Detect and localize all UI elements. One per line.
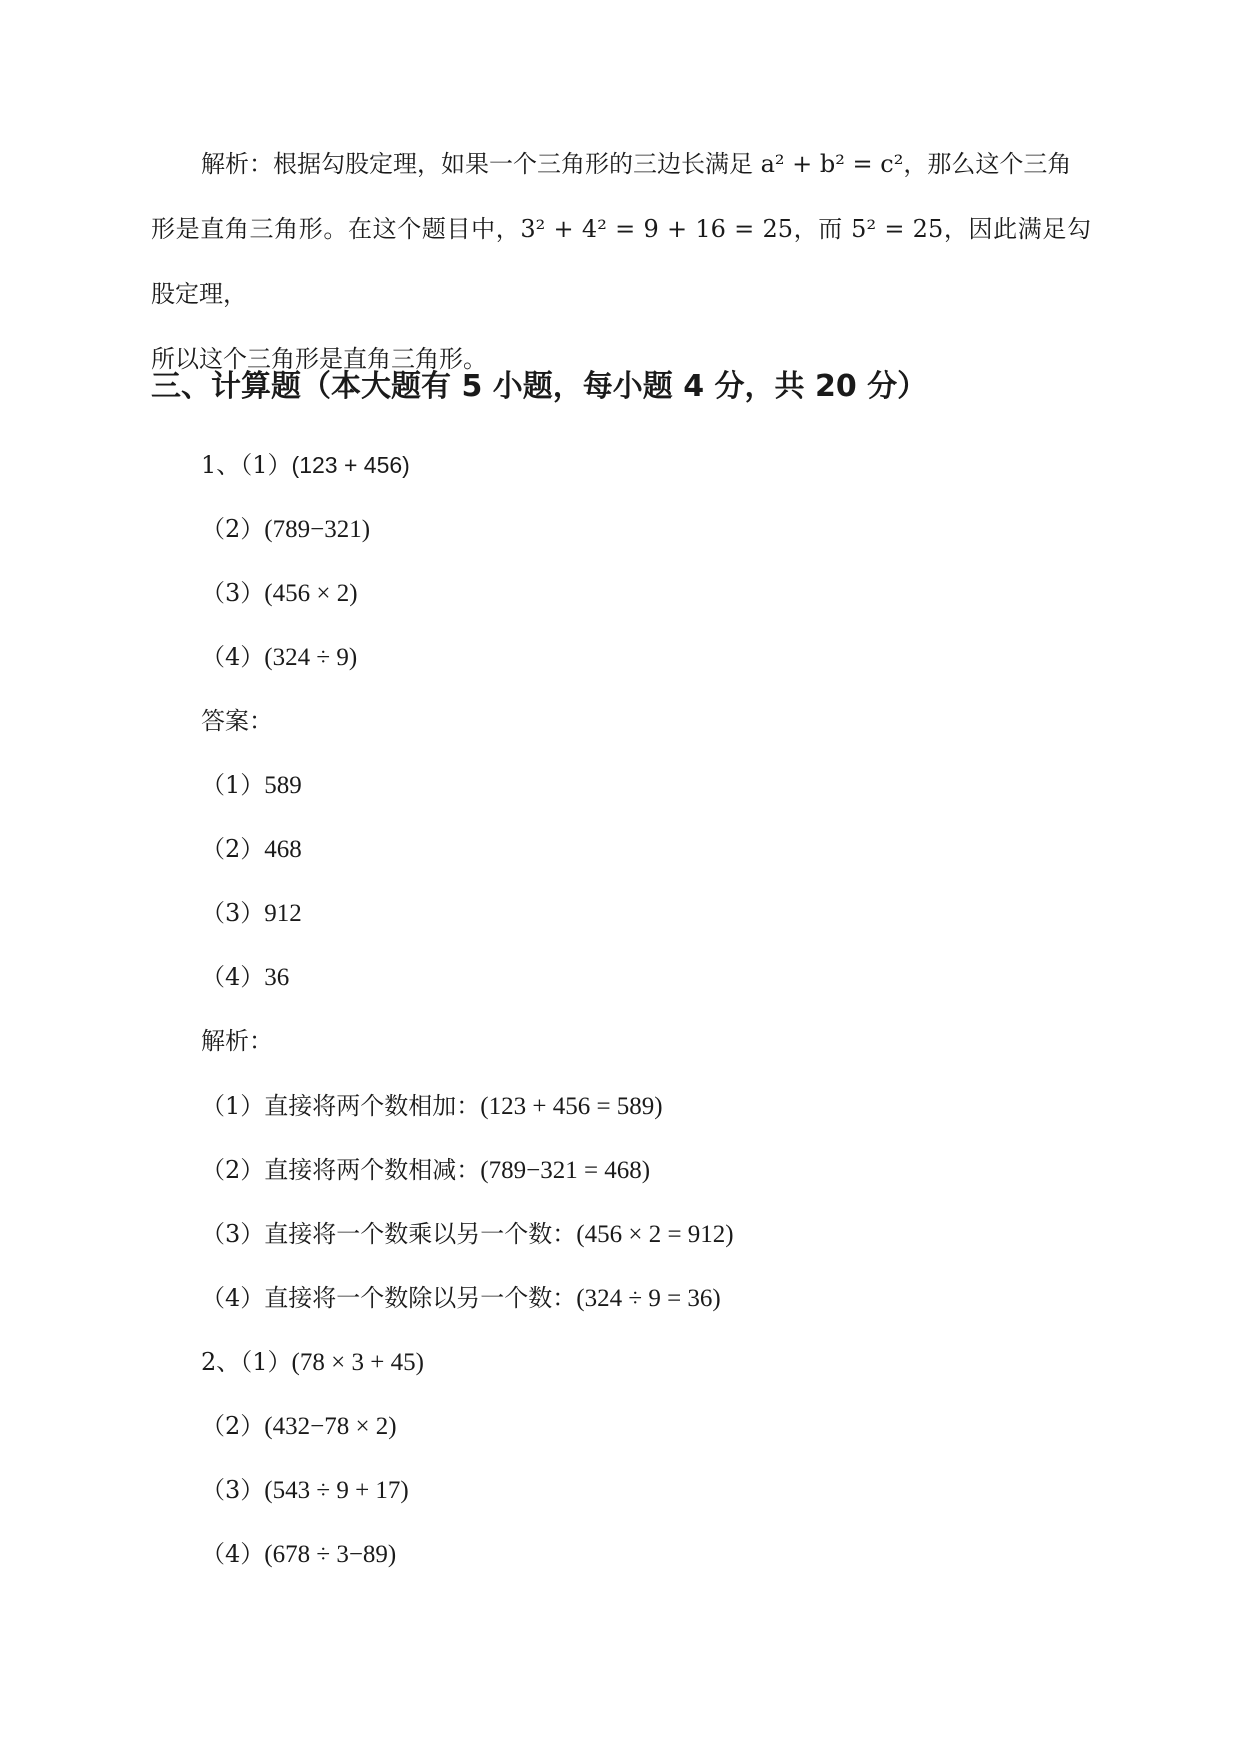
item-number: （2）: [201, 515, 265, 543]
answer-value: 468: [264, 836, 302, 863]
q1-expr-4: (324 ÷ 9): [264, 644, 358, 671]
analysis-label: 解析：: [201, 1027, 273, 1055]
analysis-expr: (324 ÷ 9 = 36): [576, 1285, 721, 1312]
analysis-item-4: [201, 1281, 721, 1316]
analysis-text: 直接将一个数除以另一个数：: [264, 1284, 577, 1312]
item-number: （2）: [201, 835, 265, 863]
analysis-expr: (123 + 456 = 589): [480, 1093, 663, 1120]
analysis-expr: (456 × 2 = 912): [576, 1221, 734, 1248]
analysis-expr: (789−321 = 468): [480, 1157, 651, 1184]
answer-line-4: [201, 960, 289, 995]
q2-line-3: [201, 1473, 409, 1508]
analysis-text: 直接将两个数相加：: [264, 1092, 481, 1120]
item-number: （4）: [201, 1284, 265, 1312]
answer-value: 589: [264, 772, 302, 799]
q2-prefix: 2、（1）: [201, 1348, 292, 1376]
item-number: （3）: [201, 579, 265, 607]
q1-line-1: [201, 448, 410, 482]
q2-expr-1: (78 × 3 + 45): [291, 1349, 424, 1376]
q1-prefix: 1、（1）: [201, 451, 292, 479]
q1-expr-1: (123 + 456): [291, 452, 410, 478]
answer-line-2: [201, 832, 302, 867]
item-number: （4）: [201, 643, 265, 671]
item-number: （2）: [201, 1156, 265, 1184]
answer-line-1: [201, 768, 302, 803]
item-number: （3）: [201, 1220, 265, 1248]
q2-line-4: [201, 1537, 396, 1572]
q2-line-2: [201, 1409, 397, 1444]
analysis-paragraph: [151, 132, 1091, 392]
analysis-item-3: [201, 1217, 734, 1252]
item-number: （3）: [201, 1476, 265, 1504]
analysis-line: 解析：根据勾股定理，如果一个三角形的三边长满足 a² + b² = c²，那么这个三角: [201, 150, 1072, 178]
q1-line-2: [201, 512, 370, 547]
item-number: （1）: [201, 1092, 265, 1120]
analysis-item-1: [201, 1089, 663, 1124]
q2-line-1: [201, 1345, 424, 1380]
analysis-line: 所以这个三角形是直角三角形。: [151, 345, 487, 373]
q1-line-4: [201, 640, 357, 675]
analysis-line: 形是直角三角形。在这个题目中，3² + 4² = 9 + 16 = 25，而 5² = 25，因此满足勾股定理，: [151, 215, 1091, 308]
item-number: （4）: [201, 963, 265, 991]
analysis-item-2: [201, 1153, 650, 1188]
item-number: （1）: [201, 771, 265, 799]
item-number: （4）: [201, 1540, 265, 1568]
item-number: （3）: [201, 899, 265, 927]
q2-expr-3: (543 ÷ 9 + 17): [264, 1477, 409, 1504]
q1-line-3: [201, 576, 358, 611]
item-number: （2）: [201, 1412, 265, 1440]
analysis-text: 直接将两个数相减：: [264, 1156, 481, 1184]
answer-value: 912: [264, 900, 302, 927]
answer-value: 36: [264, 964, 290, 991]
answer-label: 答案：: [201, 707, 273, 735]
section-heading: 三、计算题（本大题有 5 小题，每小题 4 分，共 20 分）: [151, 369, 928, 404]
q2-expr-2: (432−78 × 2): [264, 1413, 397, 1440]
q1-expr-2: (789−321): [264, 516, 371, 543]
q2-expr-4: (678 ÷ 3−89): [264, 1541, 397, 1568]
answer-line-3: [201, 896, 302, 931]
analysis-text: 直接将一个数乘以另一个数：: [264, 1220, 577, 1248]
q1-expr-3: (456 × 2): [264, 580, 358, 607]
